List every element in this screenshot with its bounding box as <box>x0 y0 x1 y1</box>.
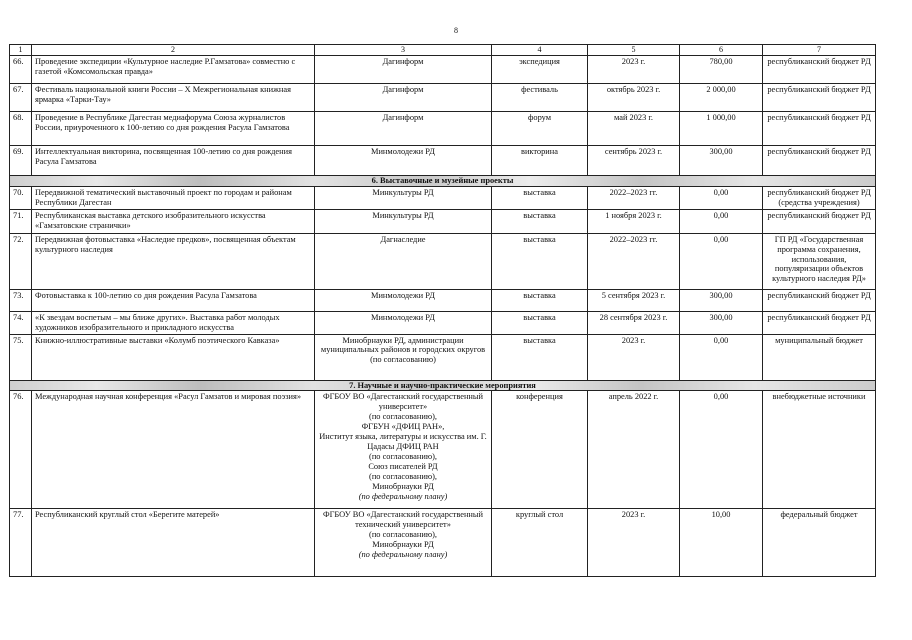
header-cell: 7 <box>763 45 876 56</box>
organizer-line: (по согласованию), <box>369 471 437 481</box>
event-date: 28 сентября 2023 г. <box>588 311 680 334</box>
organizer: Минмолодежи РД <box>315 289 492 311</box>
table-row <box>10 391 876 509</box>
table-row <box>10 186 876 209</box>
funding-source: федеральный бюджет <box>763 509 876 577</box>
table-row <box>10 84 876 112</box>
funding-amount: 300,00 <box>680 311 763 334</box>
event-date: 1 ноября 2023 г. <box>588 209 680 233</box>
event-type: экспедиция <box>492 56 588 84</box>
event-type: выставка <box>492 233 588 289</box>
funding-source: республиканский бюджет РД <box>763 84 876 112</box>
event-date: 2022–2023 гг. <box>588 233 680 289</box>
organizer: Минкультуры РД <box>315 186 492 209</box>
row-number: 76. <box>10 391 32 509</box>
event-date: 5 сентября 2023 г. <box>588 289 680 311</box>
event-name: Фестиваль национальной книги России – X Межрегиональная книжная ярмарка «Тарки-Тау» <box>32 84 315 112</box>
table-row <box>10 311 876 334</box>
event-date: 2023 г. <box>588 56 680 84</box>
row-number: 77. <box>10 509 32 577</box>
events-plan-table <box>9 44 876 577</box>
header-cell: 3 <box>315 45 492 56</box>
funding-source: республиканский бюджет РД <box>763 289 876 311</box>
event-name: Фотовыставка к 100-летию со дня рождения Расула Гамзатова <box>32 289 315 311</box>
row-number: 71. <box>10 209 32 233</box>
organizer-line: Институт языка, литературы и искусства им. Г. Цадасы ДФИЦ РАН <box>319 432 487 451</box>
table-row <box>10 209 876 233</box>
event-name: Передвижной тематический выставочный проект по городам и районам Республики Дагестан <box>32 186 315 209</box>
organizer: Минмолодежи РД <box>315 146 492 176</box>
table-row <box>10 56 876 84</box>
funding-amount: 1 000,00 <box>680 112 763 146</box>
organizer-line: ФГБОУ ВО «Дагестанский государственный технический университет» <box>322 510 484 530</box>
organizer-line: (по согласованию), <box>369 412 437 422</box>
organizer: Дагинформ <box>315 84 492 112</box>
funding-source: муниципальный бюджет <box>763 334 876 380</box>
funding-amount: 300,00 <box>680 146 763 176</box>
row-number: 69. <box>10 146 32 176</box>
event-name: Проведение экспедиции «Культурное наследие Р.Гамзатова» совместно с газетой «Комсомольская правда» <box>32 56 315 84</box>
page-number: 8 <box>454 26 458 35</box>
table-row <box>10 146 876 176</box>
event-name: «К звездам воспетым – мы ближе других». Выставка работ молодых художников изобразительного и прикладного искусства <box>32 311 315 334</box>
funding-source: ГП РД «Государственная программа сохранения, использования, популяризации объектов культурного наследия РД» <box>763 233 876 289</box>
event-type: выставка <box>492 186 588 209</box>
row-number: 72. <box>10 233 32 289</box>
section-title: 7. Научные и научно-практические мероприятия <box>10 380 876 391</box>
funding-amount: 10,00 <box>680 509 763 577</box>
organizer: Минмолодежи РД <box>315 311 492 334</box>
organizer: Дагинформ <box>315 112 492 146</box>
organizer-note: (по федеральному плану) <box>358 491 448 501</box>
organizer-line: (по согласованию), <box>369 451 437 461</box>
row-number: 73. <box>10 289 32 311</box>
table-row <box>10 509 876 577</box>
funding-amount: 0,00 <box>680 334 763 380</box>
funding-amount: 0,00 <box>680 186 763 209</box>
event-date: октябрь 2023 г. <box>588 84 680 112</box>
funding-source: республиканский бюджет РД <box>763 56 876 84</box>
event-type: выставка <box>492 311 588 334</box>
event-type: выставка <box>492 334 588 380</box>
event-date: май 2023 г. <box>588 112 680 146</box>
organizer <box>315 509 492 577</box>
table-row <box>10 112 876 146</box>
event-type: фестиваль <box>492 84 588 112</box>
event-date: сентябрь 2023 г. <box>588 146 680 176</box>
event-type: выставка <box>492 209 588 233</box>
event-date: 2023 г. <box>588 334 680 380</box>
funding-amount: 0,00 <box>680 233 763 289</box>
row-number: 75. <box>10 334 32 380</box>
header-cell: 4 <box>492 45 588 56</box>
header-cell: 2 <box>32 45 315 56</box>
event-name: Республиканский круглый стол «Берегите матерей» <box>32 509 315 577</box>
organizer: Минобрнауки РД, администрации муниципальных районов и городских округов (по согласованию) <box>315 334 492 380</box>
event-name: Передвижная фотовыставка «Наследие предков», посвященная объектам культурного наследия <box>32 233 315 289</box>
organizer-note: (по федеральному плану) <box>358 550 448 560</box>
event-type: выставка <box>492 289 588 311</box>
funding-amount: 300,00 <box>680 289 763 311</box>
header-cell: 5 <box>588 45 680 56</box>
event-name: Проведение в Республике Дагестан медиафорума Союза журналистов России, приуроченного к 100-летию со дня рождения Расула Гамзатова <box>32 112 315 146</box>
section-header <box>10 176 876 187</box>
header-row <box>10 45 876 56</box>
organizer-line: Минобрнауки РД <box>372 540 434 550</box>
funding-source: республиканский бюджет РД <box>763 146 876 176</box>
section-title: 6. Выставочные и музейные проекты <box>10 176 876 187</box>
funding-amount: 780,00 <box>680 56 763 84</box>
funding-source: республиканский бюджет РД <box>763 209 876 233</box>
row-number: 74. <box>10 311 32 334</box>
organizer-line: ФГБОУ ВО «Дагестанский государственный университет» <box>322 392 484 412</box>
event-type: круглый стол <box>492 509 588 577</box>
funding-amount: 0,00 <box>680 391 763 509</box>
event-type: викторина <box>492 146 588 176</box>
table-row <box>10 334 876 380</box>
organizer-line: Союз писателей РД <box>368 461 438 471</box>
funding-amount: 2 000,00 <box>680 84 763 112</box>
event-date: 2023 г. <box>588 509 680 577</box>
organizer: Дагинформ <box>315 56 492 84</box>
organizer-line: ФГБУН «ДФИЦ РАН», <box>361 422 445 432</box>
row-number: 68. <box>10 112 32 146</box>
funding-source: внебюджетные источники <box>763 391 876 509</box>
row-number: 66. <box>10 56 32 84</box>
table-row <box>10 233 876 289</box>
organizer <box>315 391 492 509</box>
event-name: Интеллектуальная викторина, посвященная 100-летию со дня рождения Расула Гамзатова <box>32 146 315 176</box>
funding-source: республиканский бюджет РД (средства учреждения) <box>763 186 876 209</box>
event-type: форум <box>492 112 588 146</box>
row-number: 67. <box>10 84 32 112</box>
funding-amount: 0,00 <box>680 209 763 233</box>
event-type: конференция <box>492 391 588 509</box>
event-date: 2022–2023 гг. <box>588 186 680 209</box>
header-cell: 1 <box>10 45 32 56</box>
funding-source: республиканский бюджет РД <box>763 311 876 334</box>
table-row <box>10 289 876 311</box>
funding-source: республиканский бюджет РД <box>763 112 876 146</box>
organizer-line: Минобрнауки РД <box>372 481 434 491</box>
row-number: 70. <box>10 186 32 209</box>
organizer-line: (по согласованию), <box>369 530 437 540</box>
event-name: Республиканская выставка детского изобразительного искусства «Гамзатовские странички» <box>32 209 315 233</box>
event-name: Международная научная конференция «Расул Гамзатов и мировая поэзия» <box>32 391 315 509</box>
section-header <box>10 380 876 391</box>
event-date: апрель 2022 г. <box>588 391 680 509</box>
organizer: Дагнаследие <box>315 233 492 289</box>
organizer: Минкультуры РД <box>315 209 492 233</box>
event-name: Книжно-иллюстративные выставки «Колумб поэтического Кавказа» <box>32 334 315 380</box>
header-cell: 6 <box>680 45 763 56</box>
